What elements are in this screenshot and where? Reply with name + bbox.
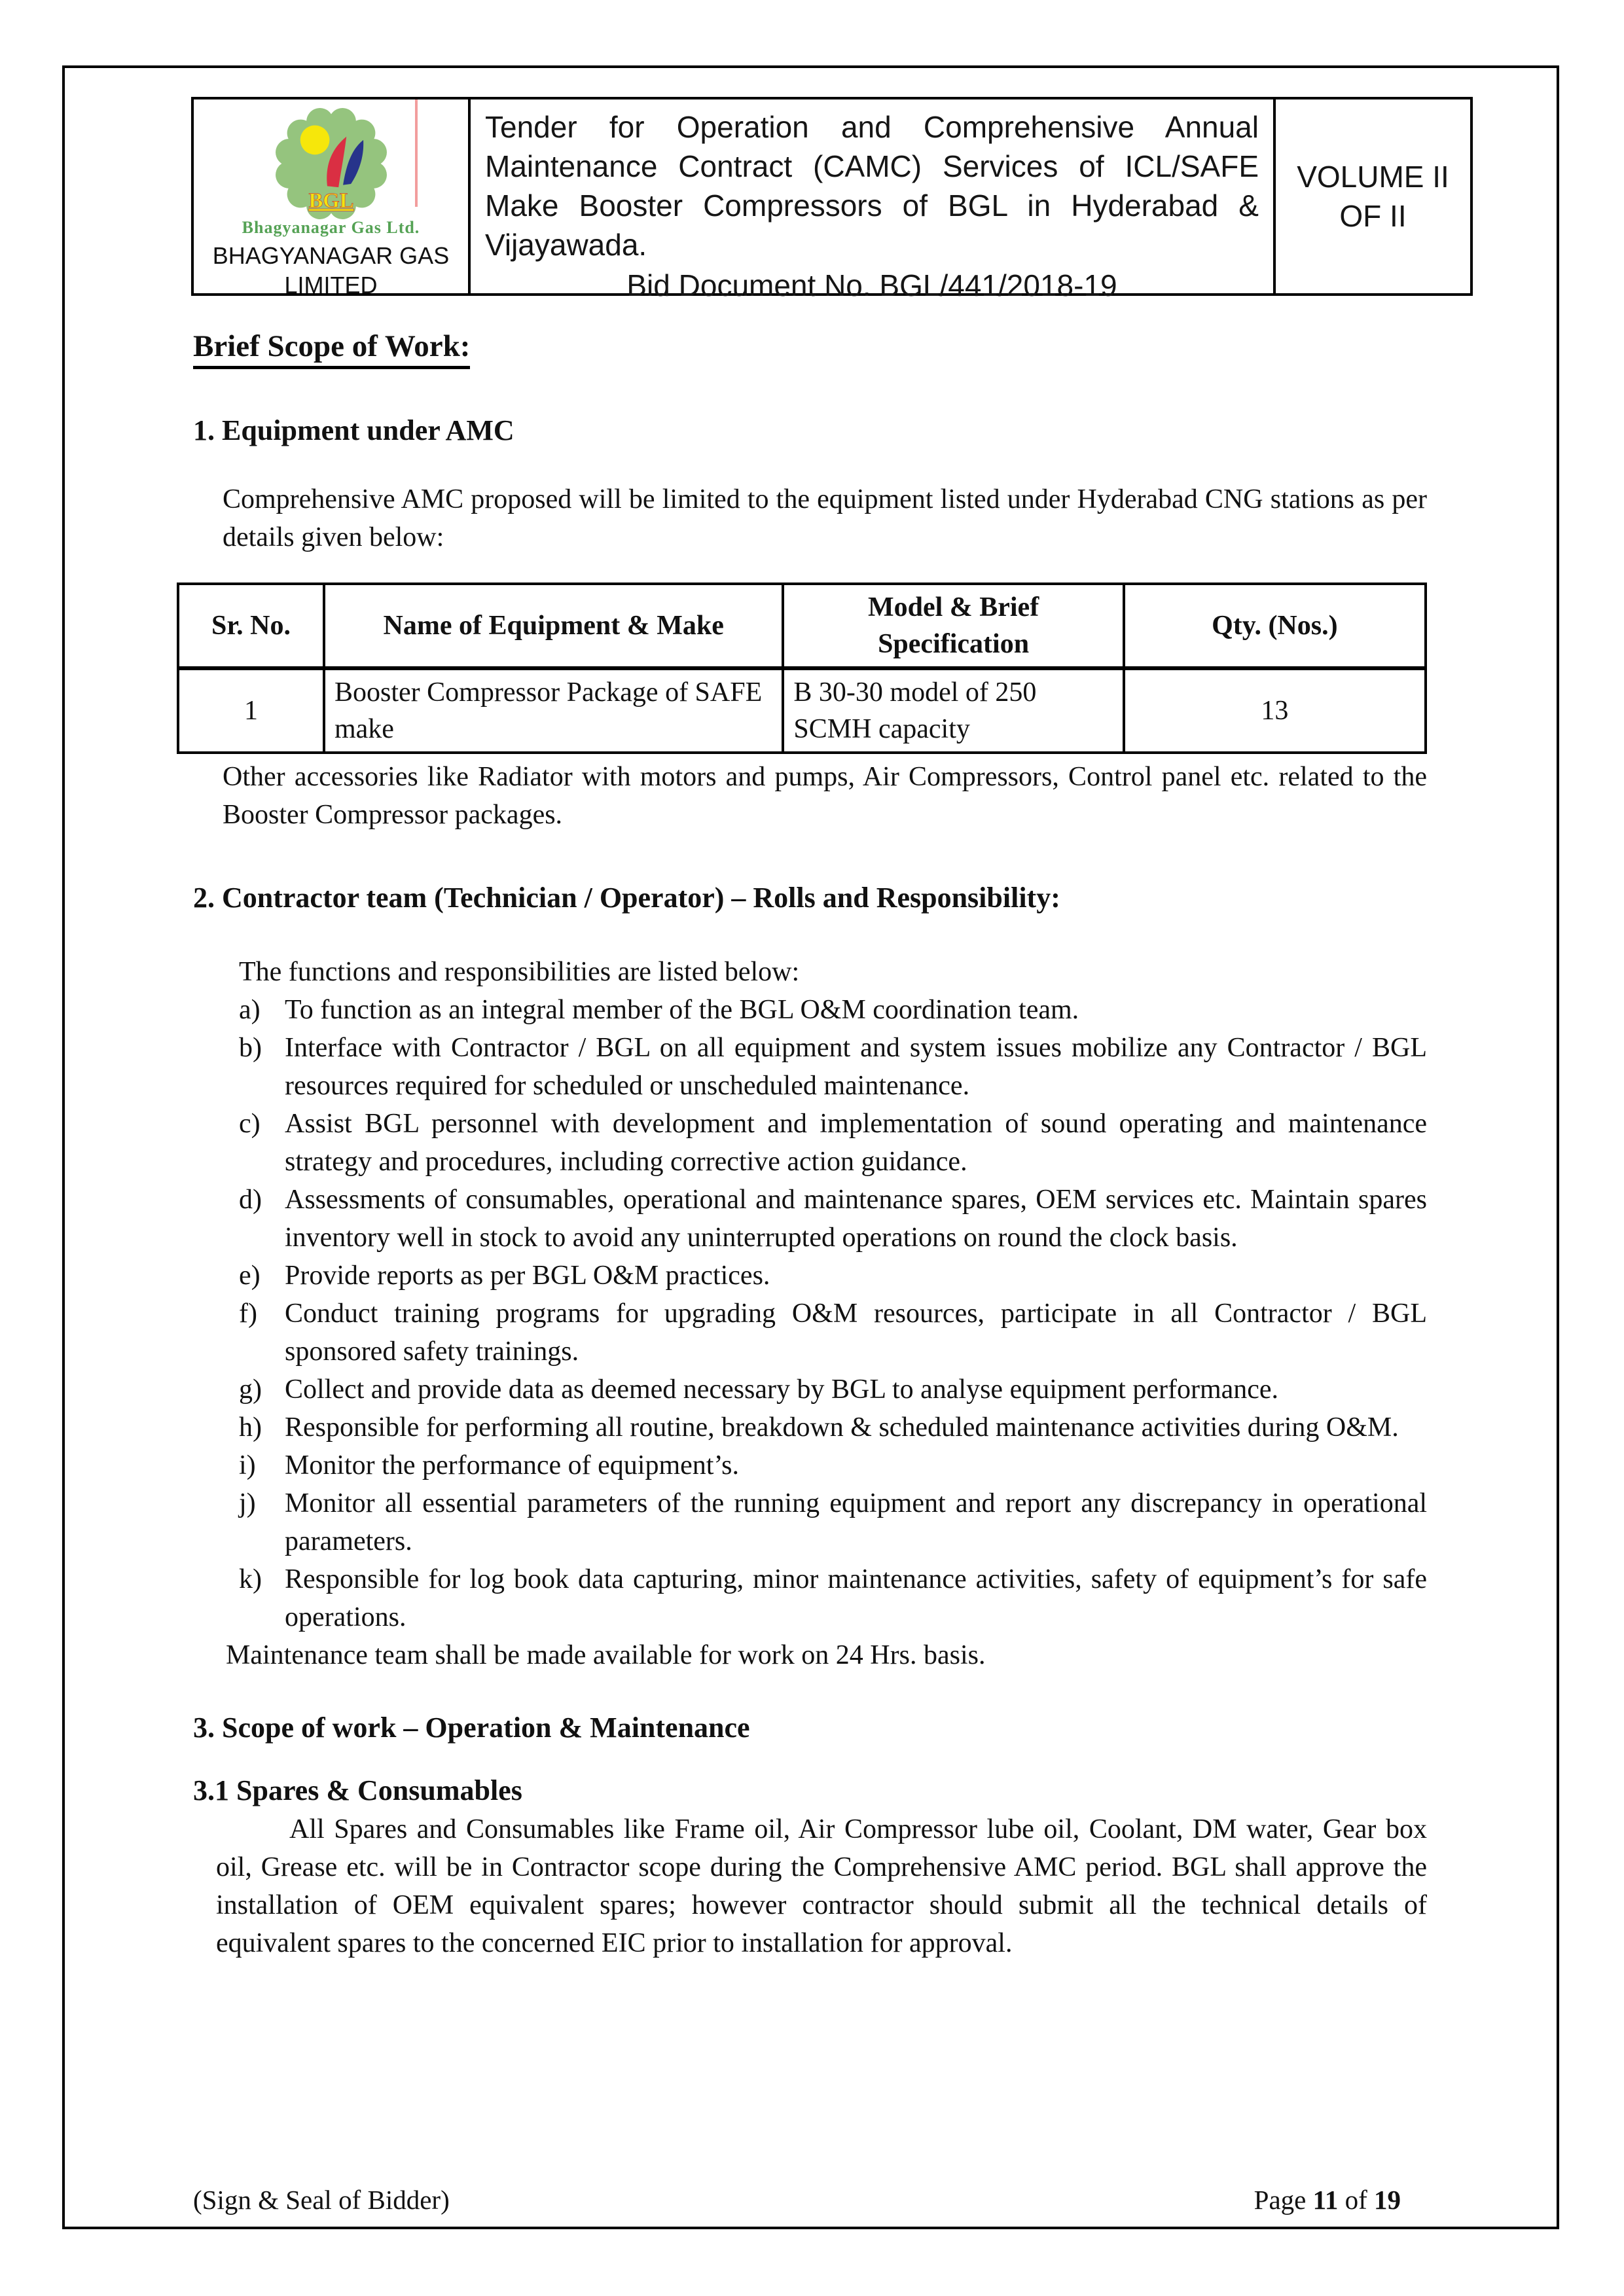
heading-spares-consumables: 3.1 Spares & Consumables (193, 1774, 522, 1806)
footer-page-total: 19 (1374, 2185, 1401, 2215)
list-item-label: h) (239, 1412, 262, 1443)
bgl-logo-icon (266, 107, 397, 220)
list-item-text: Responsible for performing all routine, breakdown & scheduled maintenance activities during O&M. (285, 1412, 1399, 1443)
header-table (191, 97, 1473, 302)
company-name (194, 241, 468, 300)
list-item (193, 1446, 1427, 1484)
volume-line2: OF II (1339, 199, 1407, 233)
list-item-label: k) (239, 1564, 262, 1594)
list-item-text: Monitor all essential parameters of the running equipment and report any discrepancy in operational parameters. (285, 1488, 1427, 1556)
footer-page-word: Page (1254, 2185, 1313, 2215)
paragraph-functions-intro: The functions and responsibilities are listed below: (239, 957, 800, 987)
list-item (193, 1560, 1427, 1636)
header-title-cell (471, 99, 1276, 302)
logo-caption: Bhagyanagar Gas Ltd. (242, 218, 420, 237)
col-header-qty: Qty. (Nos.) (1124, 584, 1426, 668)
cell-equipment-name: Booster Compressor Package of SAFE make (324, 668, 783, 753)
list-item-label: j) (239, 1488, 256, 1518)
scan-red-line (415, 99, 418, 207)
col-header-name: Name of Equipment & Make (324, 584, 783, 668)
list-item (193, 1029, 1427, 1105)
list-item-text: Conduct training programs for upgrading O&M resources, participate in all Contractor / BGL sponsored safety trainings. (285, 1299, 1427, 1367)
paragraph-intro: Comprehensive AMC proposed will be limited to the equipment listed under Hyderabad CNG stations as per details given below: (223, 484, 1427, 552)
col-header-model: Model & Brief Specification (783, 584, 1123, 668)
heading-scope-of-work: 3. Scope of work – Operation & Maintenance (193, 1712, 750, 1744)
list-item (193, 1484, 1427, 1560)
tender-title-line1: Tender for Operation and Comprehensive Annual (485, 110, 1259, 144)
footer-page-number (1254, 2183, 1401, 2216)
footer-sign-seal: (Sign & Seal of Bidder) (193, 2185, 450, 2215)
list-item-label: a) (239, 995, 261, 1025)
equipment-table (177, 583, 1427, 754)
col-header-sr-no: Sr. No. (178, 584, 324, 668)
list-item (193, 1295, 1427, 1371)
list-item-text: Responsible for log book data capturing, minor maintenance activities, safety of equipment’s for safe operations. (285, 1564, 1427, 1632)
list-item-text: Assessments of consumables, operational and maintenance spares, OEM services etc. Maintain spares inventory well in stock to avoid any uninterrupted operations on round the clock basis. (285, 1185, 1427, 1253)
list-item-label: f) (239, 1299, 257, 1329)
list-item-label: i) (239, 1450, 256, 1480)
document-body (193, 329, 1427, 1962)
header-logo-cell (194, 99, 471, 298)
cell-qty: 13 (1124, 668, 1426, 753)
paragraph-maintenance-note: Maintenance team shall be made available for work on 24 Hrs. basis. (226, 1640, 986, 1670)
cell-sr-no: 1 (178, 668, 324, 753)
cell-model-spec: B 30-30 model of 250 SCMH capacity (783, 668, 1123, 753)
list-item-label: c) (239, 1109, 261, 1139)
list-item-text: Monitor the performance of equipment’s. (285, 1450, 739, 1480)
list-item-label: d) (239, 1185, 262, 1215)
logo-bgl-text: BGL (308, 189, 353, 213)
list-item (193, 1257, 1427, 1295)
list-item-text: To function as an integral member of the BGL O&M coordination team. (285, 995, 1079, 1025)
tender-title-line3: Make Booster Compressors of BGL in Hyderabad & (485, 188, 1259, 223)
paragraph-other-accessories: Other accessories like Radiator with motors and pumps, Air Compressors, Control panel etc. related to the Booster Compressor packages. (223, 762, 1427, 830)
list-item-text: Assist BGL personnel with development and implementation of sound operating and maintenance strategy and procedures, including corrective action guidance. (285, 1109, 1427, 1177)
heading-contractor-team: 2. Contractor team (Technician / Operator) – Rolls and Responsibility: (193, 882, 1060, 914)
paragraph-spares: All Spares and Consumables like Frame oil, Air Compressor lube oil, Coolant, DM water, Gear box oil, Grease etc. will be in Contractor scope during the Comprehensive AMC period. BGL shall approve the installation of OEM equivalent spares; however contractor should submit all the technical details of equivalent spares to the concerned EIC prior to installation for approval. (216, 1814, 1427, 1958)
list-item (193, 1181, 1427, 1257)
bid-document-number: Bid Document No. BGL/441/2018-19 (626, 268, 1117, 302)
table-row (178, 668, 1426, 753)
list-item-text: Interface with Contractor / BGL on all equipment and system issues mobilize any Contractor / BGL resources required for scheduled or unscheduled maintenance. (285, 1033, 1427, 1101)
list-item-label: b) (239, 1033, 262, 1063)
company-name-line2: LIMITED (284, 272, 378, 298)
tender-title-line4: Vijayawada. (485, 228, 647, 262)
list-item (193, 991, 1427, 1029)
list-item (193, 1371, 1427, 1408)
volume-line1: VOLUME II (1297, 160, 1449, 194)
equipment-table-header-row (178, 584, 1426, 668)
company-name-line1: BHAGYANAGAR GAS (212, 242, 450, 269)
heading-equipment-under-amc: 1. Equipment under AMC (193, 414, 514, 446)
header-volume-cell (1276, 99, 1470, 293)
list-item (193, 1408, 1427, 1446)
footer-of-word: of (1338, 2185, 1374, 2215)
logo-sun-icon (300, 126, 329, 155)
tender-title-line2: Maintenance Contract (CAMC) Services of ICL/SAFE (485, 149, 1259, 183)
responsibilities-list (193, 991, 1427, 1636)
list-item (193, 1105, 1427, 1181)
list-item-label: e) (239, 1261, 261, 1291)
section-title-brief-scope: Brief Scope of Work: (193, 329, 470, 369)
list-item-text: Collect and provide data as deemed necessary by BGL to analyse equipment performance. (285, 1374, 1279, 1405)
list-item-label: g) (239, 1374, 262, 1405)
list-item-text: Provide reports as per BGL O&M practices. (285, 1261, 770, 1291)
footer-page-num: 11 (1312, 2185, 1339, 2215)
